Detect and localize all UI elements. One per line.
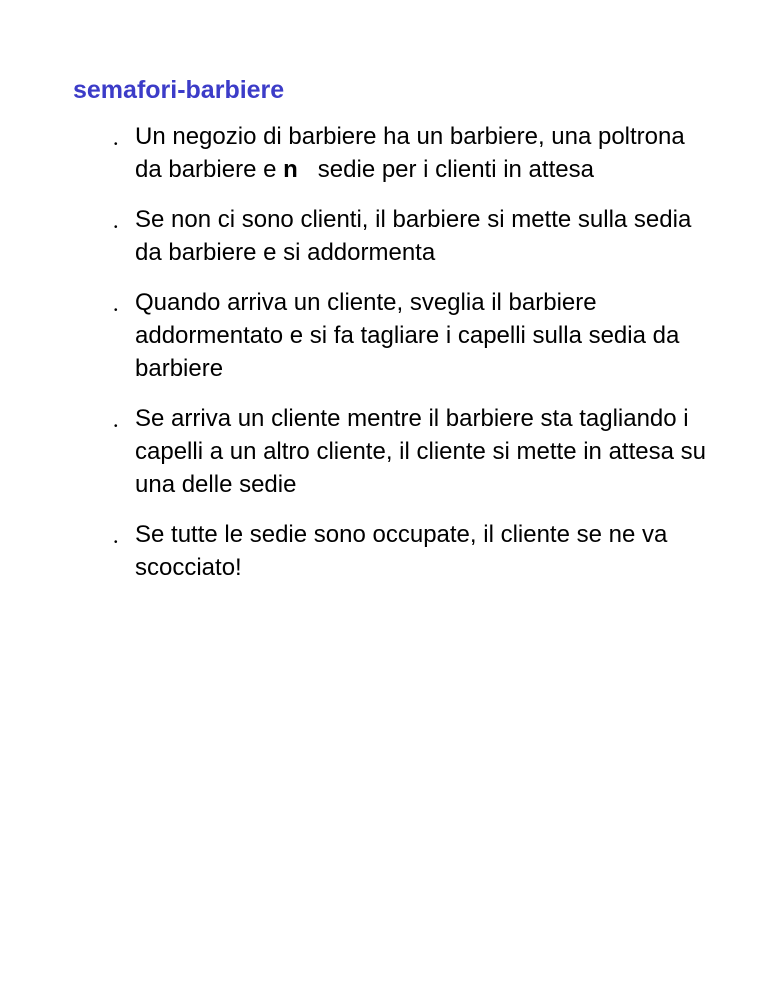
list-item (112, 286, 712, 385)
list-item (112, 518, 712, 584)
bullet-dot-icon: • (114, 537, 118, 548)
bullet-text: Se non ci sono clienti, il barbiere si mette sulla sedia da barbiere e si addormenta (135, 206, 692, 266)
bullet-dot-icon: • (114, 421, 118, 432)
list-item (112, 402, 712, 501)
bullet-dot-icon: • (114, 139, 118, 150)
bullet-text-bold: n (283, 156, 298, 183)
bullet-text-start: Un negozio di barbiere ha un barbiere, una poltrona da barbiere e (135, 123, 685, 183)
list-item (112, 203, 712, 269)
bullet-dot-icon: • (114, 222, 118, 233)
bullet-text-end: sedie per i clienti in attesa (297, 156, 594, 183)
bullet-list (112, 120, 712, 601)
bullet-text: Se tutte le sedie sono occupate, il cliente se ne va scocciato! (135, 521, 668, 581)
bullet-text: Quando arriva un cliente, sveglia il barbiere addormentato e si fa tagliare i capelli sulla sedia da barbiere (135, 289, 680, 382)
page-title: semafori-barbiere (73, 76, 285, 104)
bullet-dot-icon: • (114, 305, 118, 316)
bullet-text: Se arriva un cliente mentre il barbiere sta tagliando i capelli a un altro cliente, il cliente si mette in attesa su una delle sedie (135, 405, 706, 498)
list-item (112, 120, 712, 186)
